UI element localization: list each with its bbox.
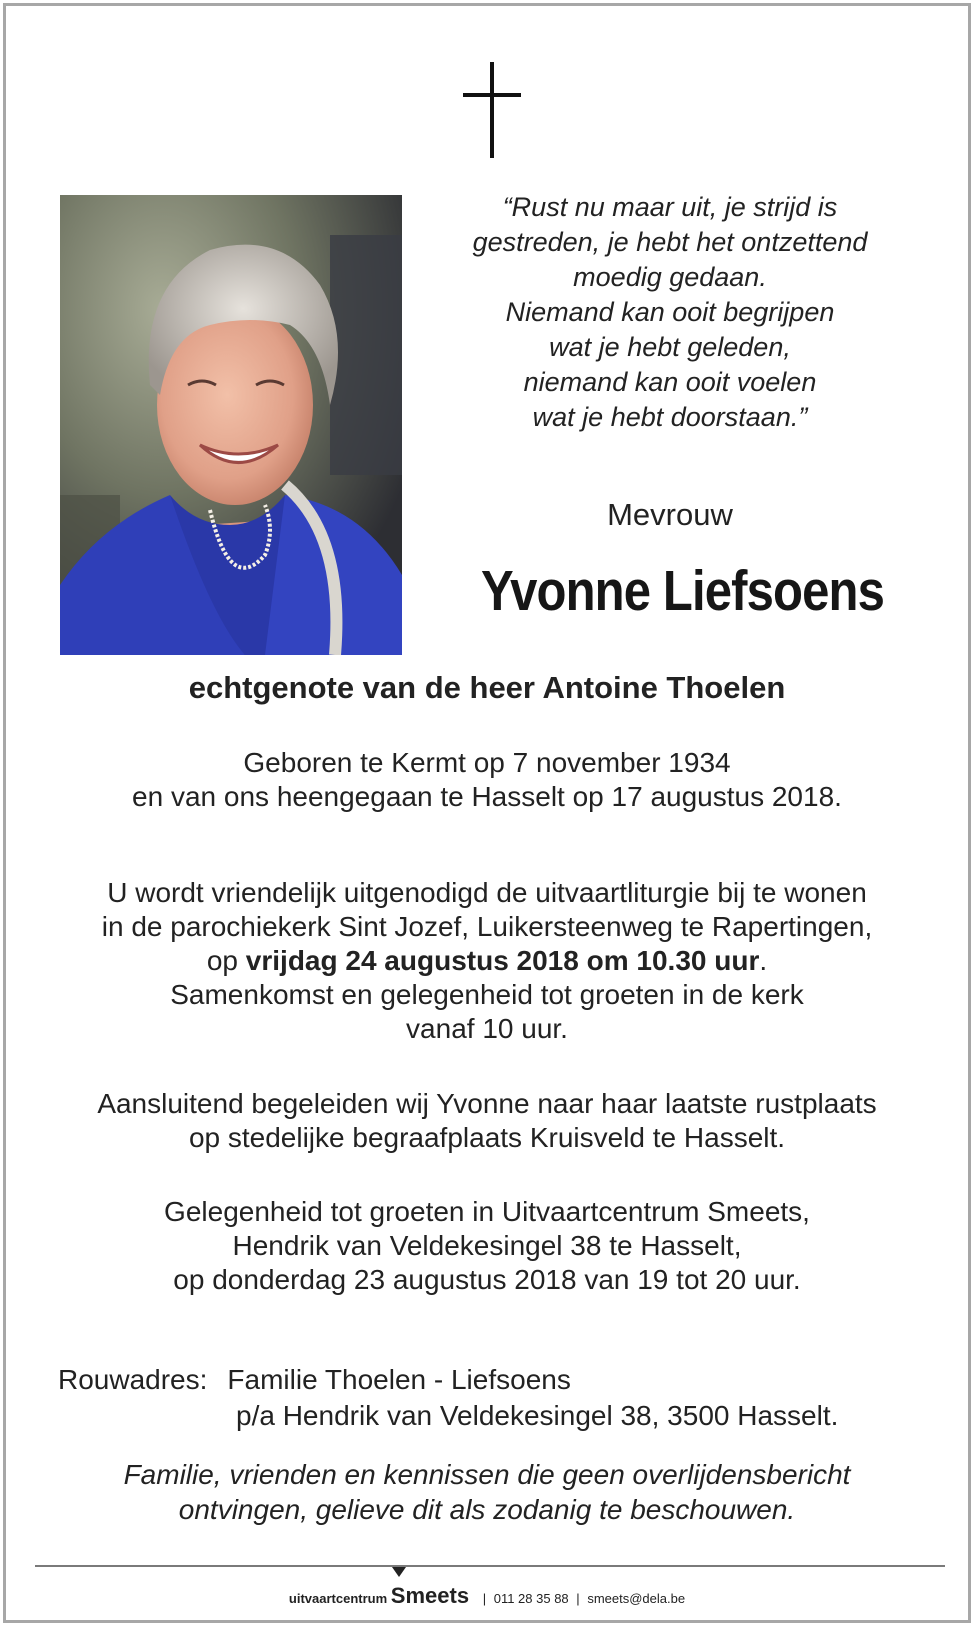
birth-line: Geboren te Kermt op 7 november 1934	[243, 747, 731, 778]
visitation-line: op donderdag 23 augustus 2018 van 19 tot 20 uur.	[173, 1264, 801, 1295]
invitation-line: vanaf 10 uur.	[406, 1013, 568, 1044]
deceased-name: Yvonne Liefsoens	[480, 559, 885, 623]
footer-separator: |	[576, 1591, 580, 1606]
quote-line: niemand kan ooit voelen	[523, 367, 817, 397]
address-street: p/a Hendrik van Veldekesingel 38, 3500 Hasselt.	[236, 1400, 839, 1431]
cross-icon	[463, 62, 521, 158]
footer-divider	[35, 1565, 945, 1567]
closing-line: Familie, vrienden en kennissen die geen overlijdensbericht	[123, 1459, 851, 1490]
visitation-line: Hendrik van Veldekesingel 38 te Hasselt,	[232, 1230, 742, 1261]
invitation-line: in de parochiekerk Sint Jozef, Luikersteenweg te Rapertingen,	[101, 911, 873, 942]
honorific: Mevrouw	[607, 497, 733, 532]
triangle-icon	[392, 1567, 406, 1577]
quote-line: wat je hebt doorstaan.”	[532, 402, 808, 432]
burial-line: op stedelijke begraafplaats Kruisveld te Hasselt.	[188, 1122, 786, 1153]
death-line: en van ons heengegaan te Hasselt op 17 augustus 2018.	[132, 781, 842, 812]
memorial-quote	[415, 190, 925, 435]
quote-line: moedig gedaan.	[573, 262, 767, 292]
address-family: Familie Thoelen - Liefsoens	[227, 1364, 571, 1395]
address-label: Rouwadres:	[58, 1364, 208, 1395]
footer-prefix: uitvaartcentrum	[288, 1591, 388, 1606]
portrait-photo	[60, 195, 402, 655]
invitation-line: U wordt vriendelijk uitgenodigd de uitvaartliturgie bij te wonen	[107, 877, 867, 908]
mourning-address	[58, 1362, 838, 1434]
invitation-suffix: .	[759, 945, 768, 976]
visitation-line: Gelegenheid tot groeten in Uitvaartcentrum Smeets,	[164, 1196, 810, 1227]
spouse-line: echtgenote van de heer Antoine Thoelen	[188, 670, 786, 705]
closing-line: ontvingen, gelieve dit als zodanig te beschouwen.	[178, 1494, 796, 1525]
invitation-block	[0, 876, 974, 1046]
footer-separator: |	[482, 1591, 487, 1606]
ceremony-date: vrijdag 24 augustus 2018 om 10.30 uur	[245, 945, 760, 976]
invitation-line: Samenkomst en gelegenheid tot groeten in de kerk	[170, 979, 804, 1010]
burial-line: Aansluitend begeleiden wij Yvonne naar haar laatste rustplaats	[97, 1088, 877, 1119]
visitation-block	[0, 1195, 974, 1297]
footer-phone: 011 28 35 88	[493, 1591, 569, 1606]
birth-death-block	[0, 746, 974, 814]
invitation-date-line	[0, 944, 974, 978]
quote-line: wat je hebt geleden,	[549, 332, 791, 362]
closing-note	[0, 1457, 974, 1527]
quote-line: “Rust nu maar uit, je strijd is	[502, 192, 838, 222]
footer-brand: Smeets	[390, 1583, 470, 1608]
invitation-prefix: op	[206, 945, 246, 976]
footer	[0, 1583, 974, 1609]
quote-line: gestreden, je hebt het ontzettend	[472, 227, 868, 257]
quote-line: Niemand kan ooit begrijpen	[505, 297, 835, 327]
footer-email: smeets@dela.be	[587, 1591, 686, 1606]
burial-block	[0, 1087, 974, 1155]
